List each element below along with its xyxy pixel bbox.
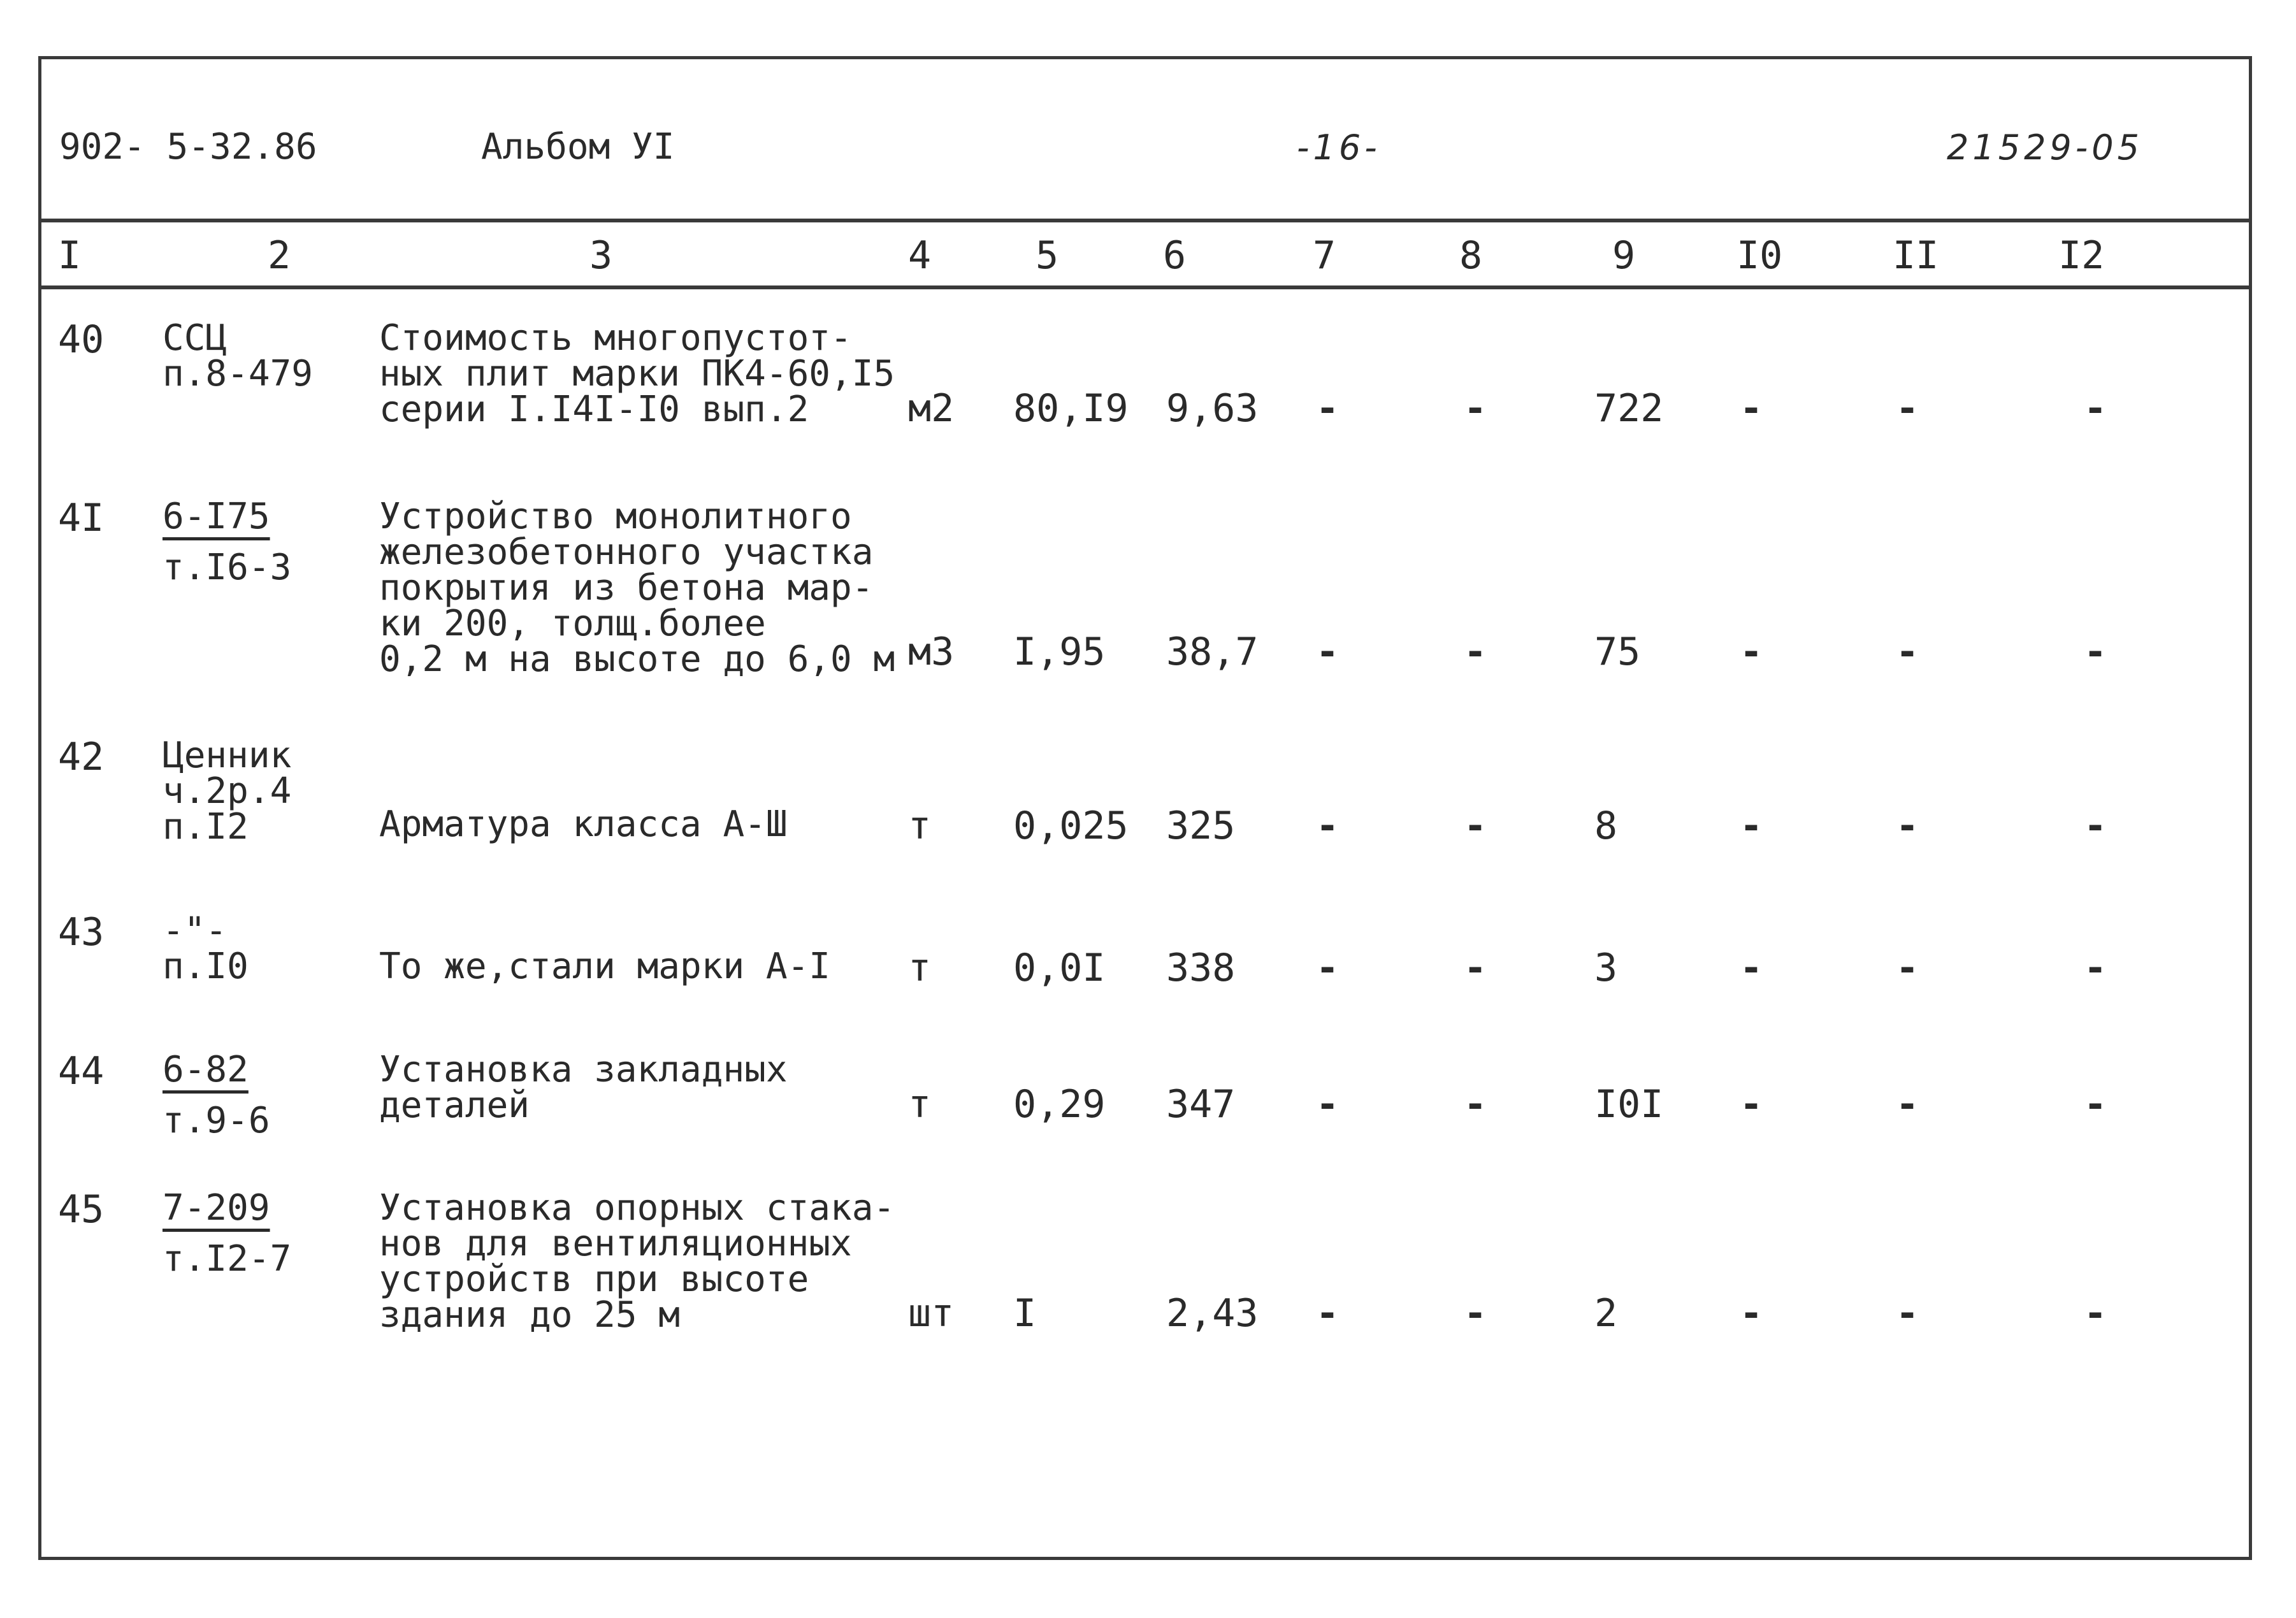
col10-value: - (1740, 386, 1763, 431)
ref-bottom: Ценник ч.2р.4 п.I2 (162, 735, 292, 848)
col11-value: - (1896, 1291, 1919, 1336)
unit: м2 (908, 386, 955, 431)
quantity: 0,0I (1013, 946, 1106, 990)
unit-price: 338 (1166, 946, 1236, 990)
column-number: 9 (1612, 233, 1636, 278)
col12-value: - (2084, 804, 2107, 848)
column-number: 6 (1163, 233, 1187, 278)
col11-value: - (1896, 630, 1919, 674)
unit-price: 2,43 (1166, 1291, 1259, 1336)
quantity: I,95 (1013, 630, 1106, 674)
work-description: Арматура класса А-Ш (379, 804, 788, 845)
col11-value: - (1896, 804, 1919, 848)
col10-value: - (1740, 1291, 1763, 1336)
col8-value: - (1464, 630, 1487, 674)
column-number: 8 (1459, 233, 1483, 278)
row-number: 42 (58, 735, 105, 779)
row-number: 40 (58, 317, 105, 362)
col12-value: - (2084, 630, 2107, 674)
header-rule (41, 219, 2249, 222)
ref-top: ССЦ (162, 317, 227, 359)
work-description: То же,стали марки А-I (379, 946, 831, 987)
total-value: 2 (1594, 1291, 1618, 1336)
work-description: Устройство монолитного железобетонного участка покрытия из бетона мар- ки 200, толщ.более 0,2 м на высоте до 6,0 м (379, 496, 895, 680)
unit-price: 347 (1166, 1082, 1236, 1127)
column-number: 4 (908, 233, 932, 278)
col12-value: - (2084, 946, 2107, 990)
col7-value: - (1316, 630, 1339, 674)
column-number: II (1893, 233, 1939, 278)
col7-value: - (1316, 386, 1339, 431)
col12-value: - (2084, 386, 2107, 431)
col10-value: - (1740, 804, 1763, 848)
unit-price: 38,7 (1166, 630, 1259, 674)
col8-value: - (1464, 804, 1487, 848)
col8-value: - (1464, 386, 1487, 431)
ref-top: 6-I75 (162, 496, 270, 537)
column-number: 2 (268, 233, 291, 278)
col10-value: - (1740, 630, 1763, 674)
ref-bottom: -"- п.I0 (162, 910, 249, 987)
column-number: I2 (2058, 233, 2105, 278)
col10-value: - (1740, 1082, 1763, 1127)
doc-number: 902- 5-32.86 (59, 126, 317, 168)
col11-value: - (1896, 946, 1919, 990)
work-description: Стоимость многопустот- ных плит марки ПК4-60,I5 серии I.I4I-I0 вып.2 (379, 317, 895, 430)
total-value: 75 (1594, 630, 1641, 674)
quantity: 0,025 (1013, 804, 1129, 848)
row-number: 44 (58, 1049, 105, 1094)
total-value: 8 (1594, 804, 1618, 848)
column-number: 3 (589, 233, 613, 278)
col7-value: - (1316, 1082, 1339, 1127)
work-description: Установка опорных стака- нов для вентиляционных устройств при высоте здания до 25 м (379, 1187, 895, 1336)
unit: шт (908, 1291, 955, 1336)
ref-bottom: т.9-6 (162, 1100, 270, 1141)
quantity: I (1013, 1291, 1037, 1336)
ref-bottom: т.I2-7 (162, 1238, 292, 1280)
ref-top: 7-209 (162, 1187, 270, 1229)
total-value: 3 (1594, 946, 1618, 990)
album-label: Альбом УI (481, 126, 675, 168)
column-number: 7 (1313, 233, 1336, 278)
col8-value: - (1464, 1082, 1487, 1127)
col7-value: - (1316, 804, 1339, 848)
unit-price: 9,63 (1166, 386, 1259, 431)
col10-value: - (1740, 946, 1763, 990)
column-number: I0 (1736, 233, 1783, 278)
total-value: 722 (1594, 386, 1664, 431)
unit: т (908, 946, 932, 990)
col11-value: - (1896, 386, 1919, 431)
ref-bottom: т.I6-3 (162, 547, 292, 588)
col8-value: - (1464, 1291, 1487, 1336)
quantity: 80,I9 (1013, 386, 1129, 431)
total-value: I0I (1594, 1082, 1664, 1127)
col12-value: - (2084, 1291, 2107, 1336)
unit: т (908, 1082, 932, 1127)
unit-price: 325 (1166, 804, 1236, 848)
column-number: I (58, 233, 82, 278)
quantity: 0,29 (1013, 1082, 1106, 1127)
estimate-sheet (38, 56, 2252, 1560)
row-number: 45 (58, 1187, 105, 1232)
page-number: -16- (1297, 127, 1381, 168)
row-number: 4I (58, 496, 105, 540)
sheet-code: 21529-05 (1947, 127, 2143, 168)
col11-value: - (1896, 1082, 1919, 1127)
col12-value: - (2084, 1082, 2107, 1127)
unit: т (908, 804, 932, 848)
column-header-rule (41, 285, 2249, 289)
col7-value: - (1316, 946, 1339, 990)
column-number: 5 (1036, 233, 1059, 278)
unit: м3 (908, 630, 955, 674)
ref-bottom: п.8-479 (162, 353, 314, 394)
row-number: 43 (58, 910, 105, 955)
ref-top: 6-82 (162, 1049, 249, 1090)
col7-value: - (1316, 1291, 1339, 1336)
col8-value: - (1464, 946, 1487, 990)
work-description: Установка закладных деталей (379, 1049, 788, 1126)
